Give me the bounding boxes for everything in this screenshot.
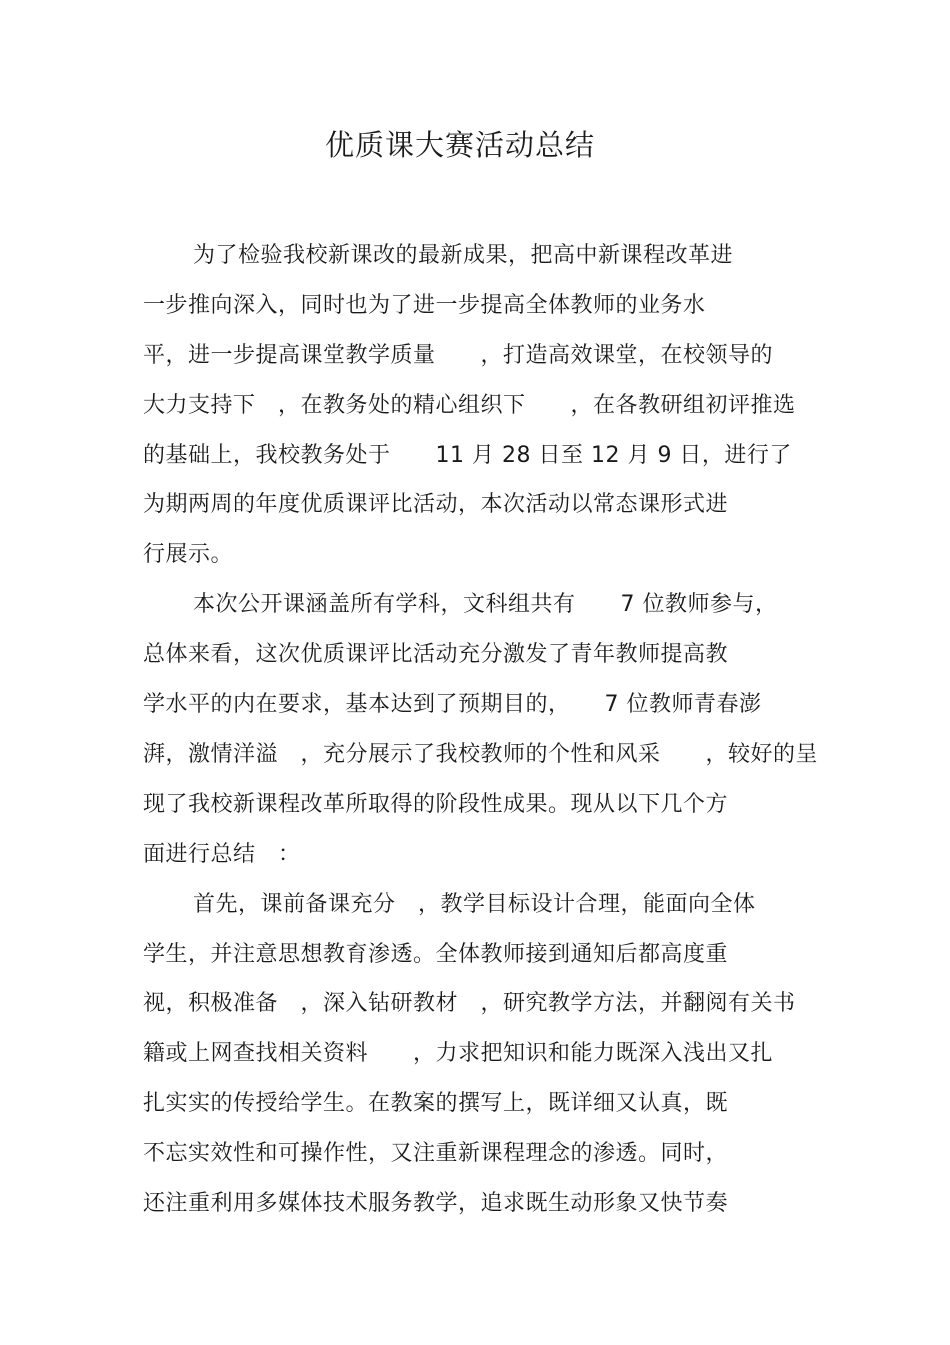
text-line: 视，积极准备 ，深入钻研教材 ，研究教学方法，并翻阅有关书	[143, 991, 796, 1016]
text-line: 学生，并注意思想教育渗透。全体教师接到通知后都高度重	[143, 942, 729, 967]
text-line: 扎实实的传授给学生。在教案的撰写上，既详细又认真，既	[143, 1091, 729, 1116]
text-line: 行展示。	[143, 542, 234, 567]
text-line: 大力支持下 ，在教务处的精心组织下 ，在各教研组初评推选	[143, 393, 796, 418]
text-line: 平，进一步提高课堂教学质量 ，打造高效课堂，在校领导的	[143, 343, 774, 368]
text-line: 不忘实效性和可操作性，又注重新课程理念的渗透。同时，	[143, 1141, 729, 1166]
text-line: 一步推向深入，同时也为了进一步提高全体教师的业务水	[143, 293, 706, 318]
text-line: 为期两周的年度优质课评比活动，本次活动以常态课形式进	[143, 492, 729, 517]
text-line: 面进行总结 ：	[143, 842, 301, 867]
text-line: 现了我校新课程改革所取得的阶段性成果。现从以下几个方	[143, 792, 729, 817]
text-line: 学水平的内在要求，基本达到了预期目的， 7 位教师青春澎	[143, 692, 762, 717]
text-line: 还注重利用多媒体技术服务教学，追求既生动形象又快节奏	[143, 1191, 729, 1216]
text-line: 本次公开课涵盖所有学科，文科组共有 7 位教师参与，	[193, 592, 778, 617]
text-line: 首先，课前备课充分 ，教学目标设计合理，能面向全体	[193, 892, 756, 917]
text-line: 为了检验我校新课改的最新成果，把高中新课程改革进	[193, 243, 734, 268]
text-line: 湃，激情洋溢 ，充分展示了我校教师的个性和风采 ，较好的呈	[143, 742, 819, 767]
text-line: 总体来看，这次优质课评比活动充分激发了青年教师提高教	[143, 642, 729, 667]
document-title: 优质课大赛活动总结	[324, 128, 595, 162]
text-line: 的基础上，我校教务处于 11 月 28 日至 12 月 9 日，进行了	[143, 443, 792, 468]
text-line: 籍或上网查找相关资料 ，力求把知识和能力既深入浅出又扎	[143, 1041, 774, 1066]
